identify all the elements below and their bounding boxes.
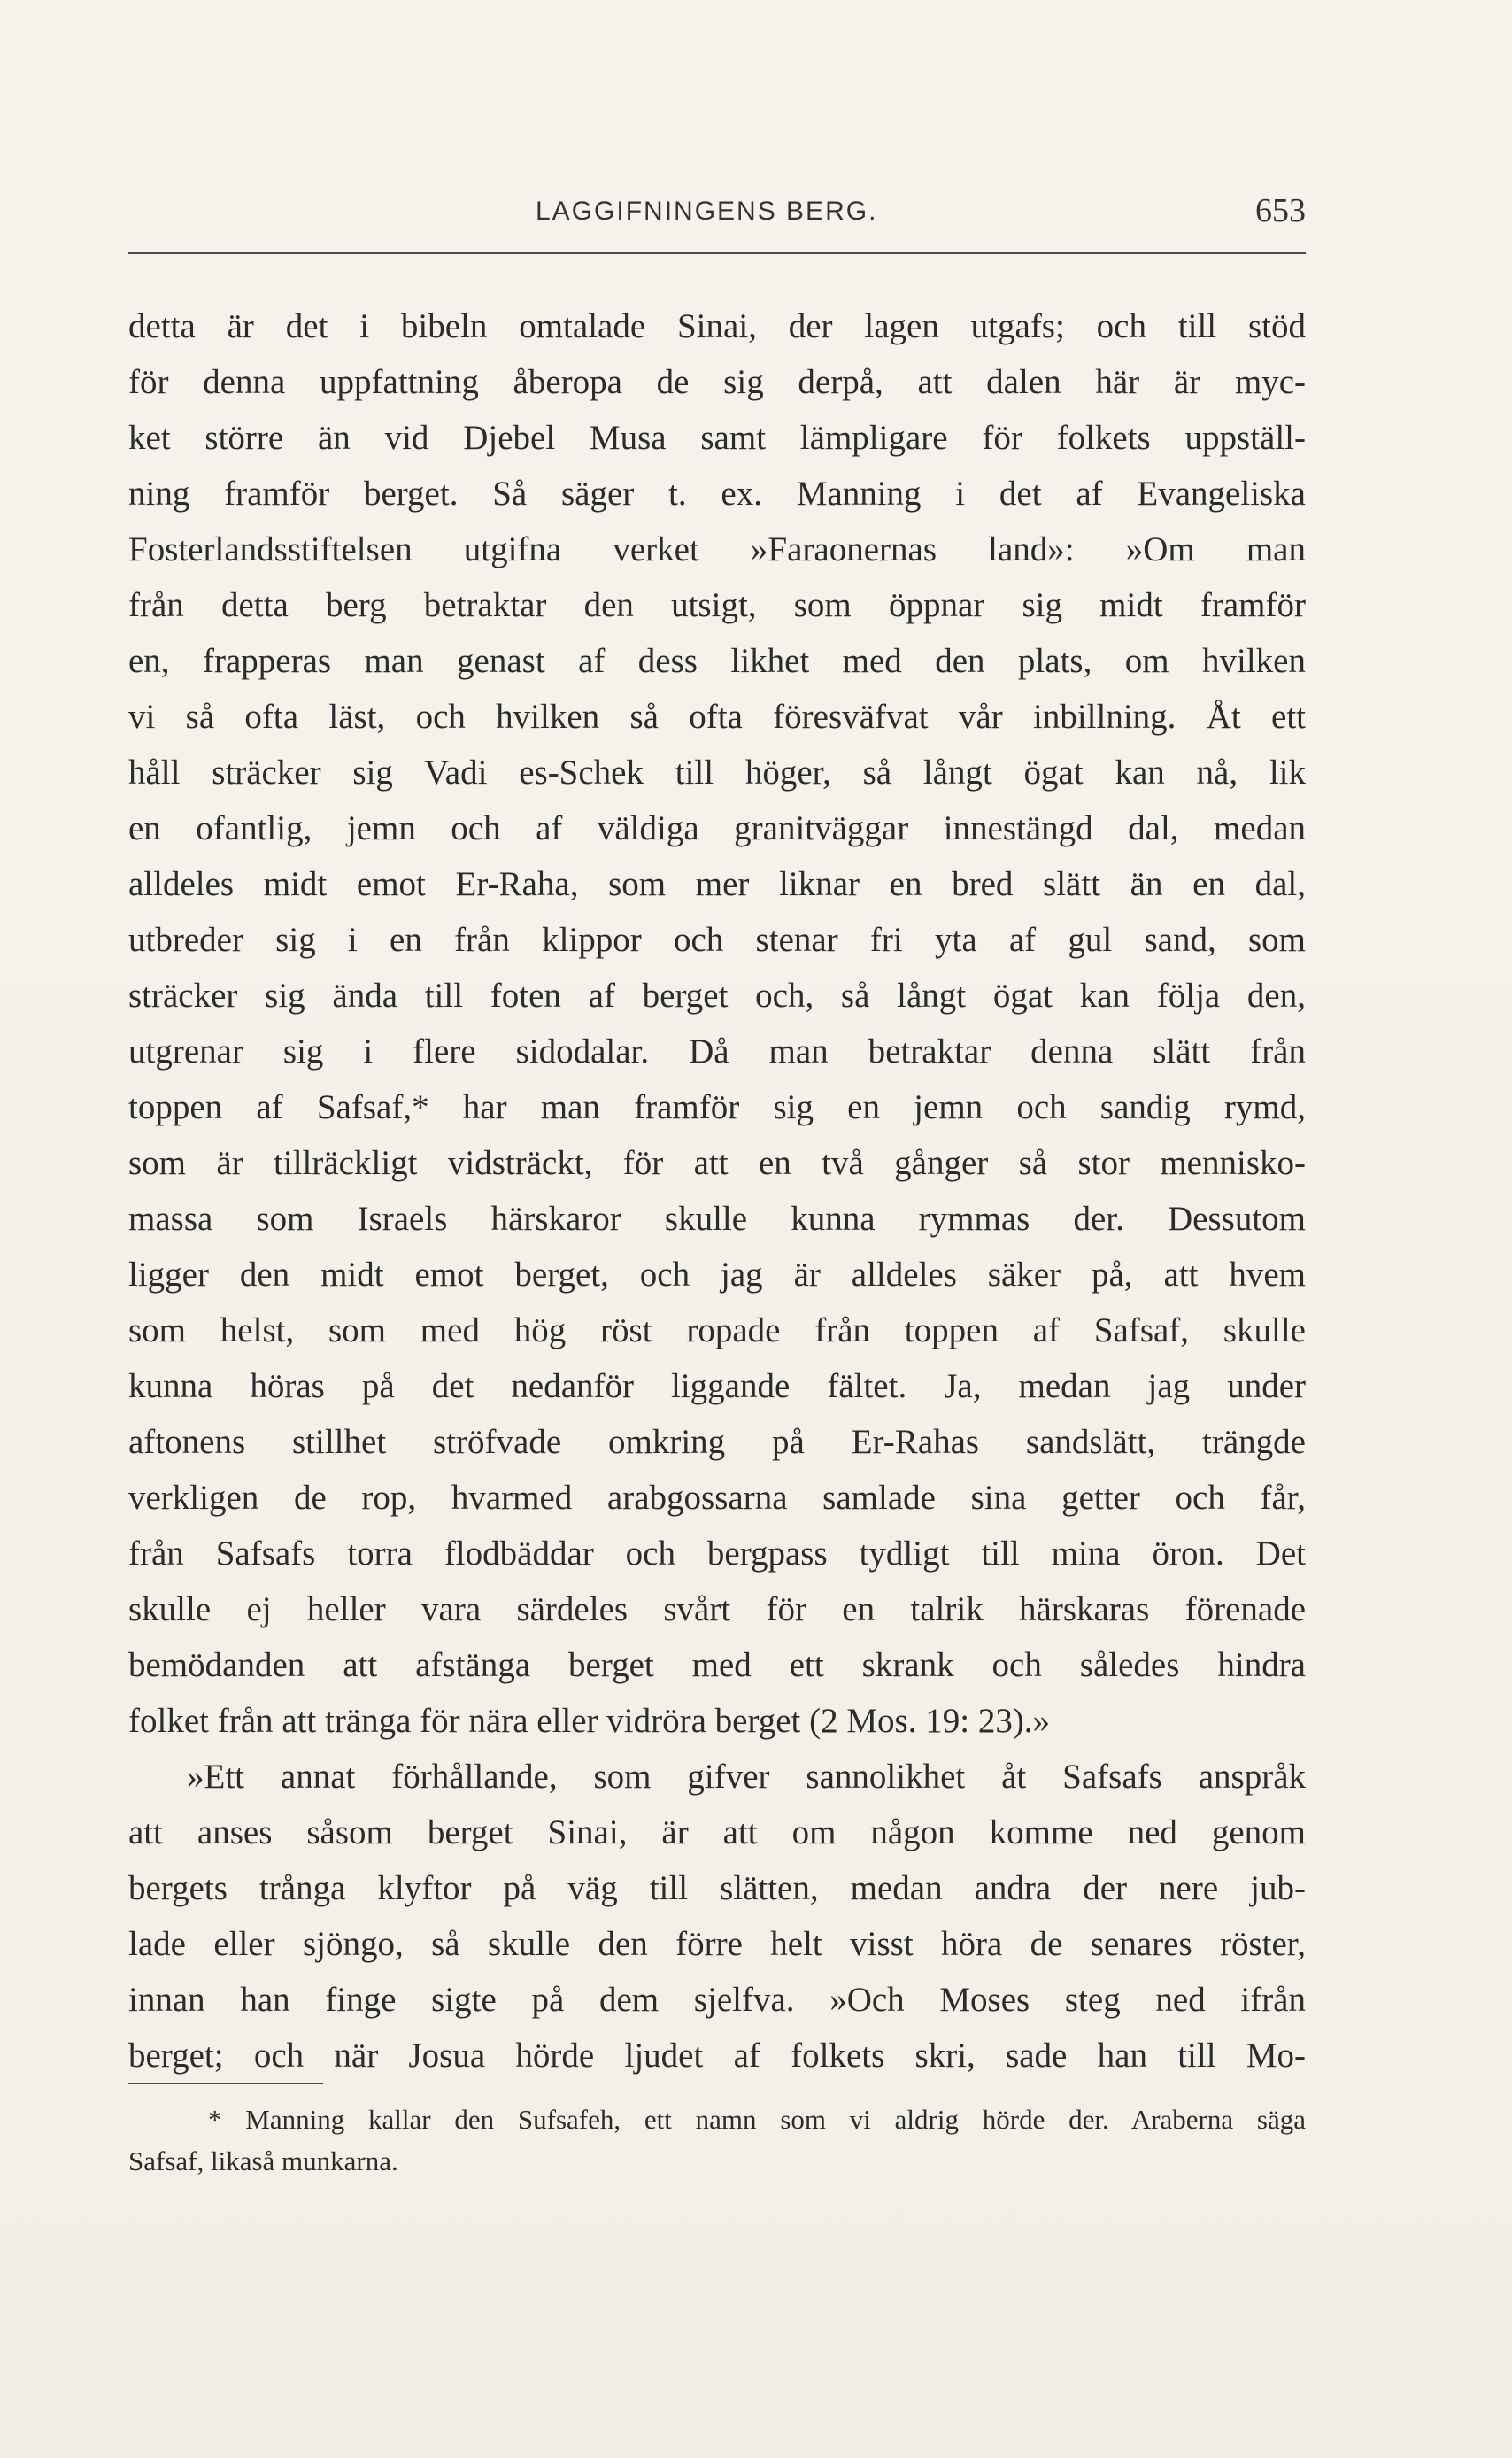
text-line: ning framför berget. Så säger t. ex. Manning i det af Evangeliska (128, 475, 1306, 513)
text-line: utbreder sig i en från klippor och stenar fri yta af gul sand, som (128, 921, 1306, 959)
body-text (128, 298, 1306, 2083)
text-line: som är tillräckligt vidsträckt, för att en två gånger så stor mennisko- (128, 1144, 1306, 1182)
text-line: kunna höras på det nedanför liggande fältet. Ja, medan jag under (128, 1367, 1306, 1405)
text-line: Fosterlandsstiftelsen utgifna verket »Faraonernas land»: »Om man (128, 530, 1306, 568)
text-line: lade eller sjöngo, så skulle den förre helt visst höra de senares röster, (128, 1925, 1306, 1963)
text-line: »Ett annat förhållande, som gifver sannolikhet åt Safsafs anspråk (187, 1758, 1306, 1796)
text-line: från Safsafs torra flodbäddar och bergpass tydligt till mina öron. Det (128, 1534, 1306, 1573)
text-line: folket från att tränga för nära eller vidröra berget (2 Mos. 19: 23).» (128, 1702, 1051, 1740)
text-line: ligger den midt emot berget, och jag är alldeles säker på, att hvem (128, 1256, 1306, 1294)
text-line: ket större än vid Djebel Musa samt lämpligare för folkets uppställ- (128, 419, 1306, 457)
header-rule (128, 252, 1306, 254)
text-line: bemödanden att afstänga berget med ett skrank och således hindra (128, 1646, 1306, 1684)
text-line: berget; och när Josua hörde ljudet af folkets skri, sade han till Mo- (128, 2037, 1306, 2075)
text-line: utgrenar sig i flere sidodalar. Då man betraktar denna slätt från (128, 1032, 1306, 1071)
page-header (128, 192, 1306, 250)
text-line: från detta berg betraktar den utsigt, som öppnar sig midt framför (128, 586, 1306, 624)
page-number: 653 (1255, 192, 1306, 229)
text-line: toppen af Safsaf,* har man framför sig en jemn och sandig rymd, (128, 1088, 1306, 1126)
text-line: för denna uppfattning åberopa de sig derpå, att dalen här är myc- (128, 363, 1306, 401)
text-line: alldeles midt emot Er-Raha, som mer liknar en bred slätt än en dal, (128, 865, 1306, 903)
text-line: innan han finge sigte på dem sjelfva. »Och Moses steg ned ifrån (128, 1981, 1306, 2019)
footnotes (128, 2099, 1306, 2182)
text-line: bergets trånga klyftor på väg till slätten, medan andra der nere jub- (128, 1869, 1306, 1907)
text-line: vi så ofta läst, och hvilken så ofta föresväfvat vår inbillning. Åt ett (128, 698, 1306, 736)
text-line: massa som Israels härskaror skulle kunna rymmas der. Dessutom (128, 1200, 1306, 1238)
text-line: som helst, som med hög röst ropade från toppen af Safsaf, skulle (128, 1311, 1306, 1349)
text-line: skulle ej heller vara särdeles svårt för en talrik härskaras förenade (128, 1590, 1306, 1628)
text-line: verkligen de rop, hvarmed arabgossarna samlade sina getter och får, (128, 1479, 1306, 1517)
text-line: detta är det i bibeln omtalade Sinai, der lagen utgafs; och till stöd (128, 307, 1306, 345)
footnote-rule (128, 2083, 323, 2084)
text-line: att anses såsom berget Sinai, är att om någon komme ned genom (128, 1813, 1306, 1851)
text-line: en ofantlig, jemn och af väldiga granitväggar innestängd dal, medan (128, 809, 1306, 847)
footnote-line: Safsaf, likaså munkarna. (128, 2145, 398, 2176)
running-head: LAGGIFNINGENS BERG. (536, 197, 878, 226)
text-line: en, frapperas man genast af dess likhet med den plats, om hvilken (128, 642, 1306, 680)
text-line: aftonens stillhet ströfvade omkring på Er-Rahas sandslätt, trängde (128, 1423, 1306, 1461)
footnote-line: * Manning kallar den Sufsafeh, ett namn som vi aldrig hörde der. Araberna säga (208, 2104, 1306, 2135)
text-line: sträcker sig ända till foten af berget och, så långt ögat kan följa den, (128, 977, 1306, 1015)
text-line: håll sträcker sig Vadi es-Schek till höger, så långt ögat kan nå, lik (128, 754, 1306, 792)
